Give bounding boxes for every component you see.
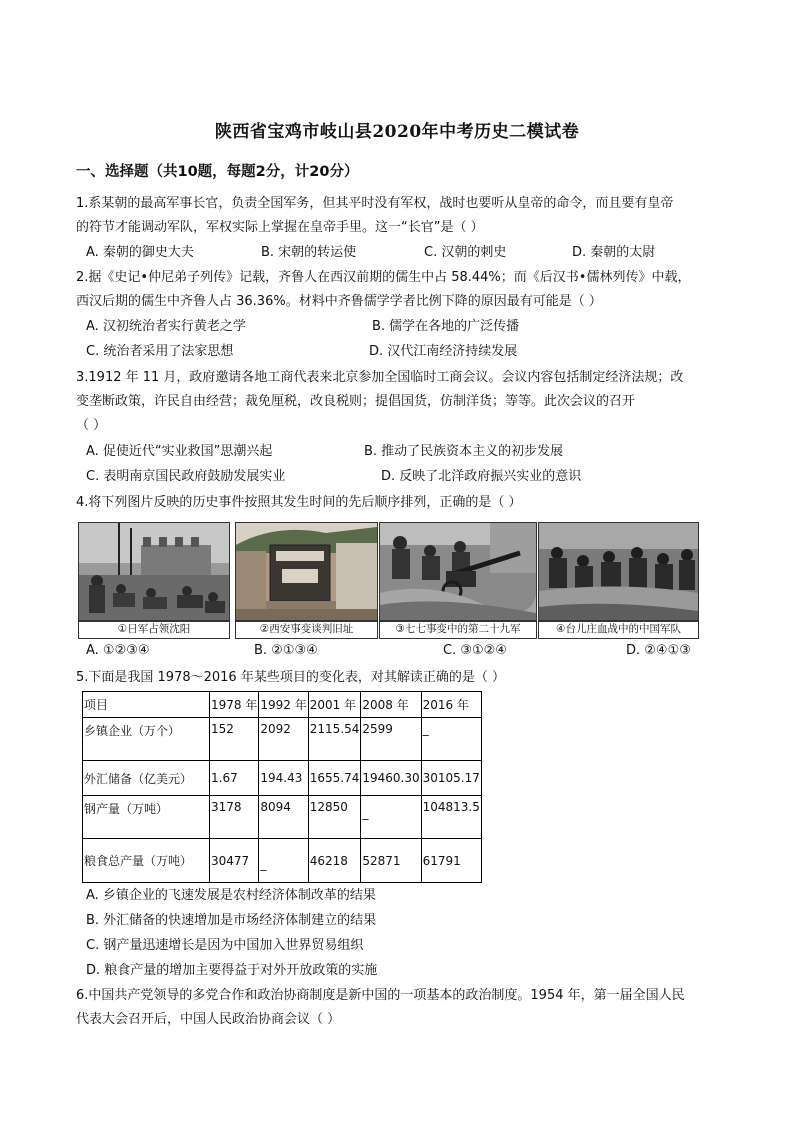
question-3-option-a[interactable]: A. 促使近代“实业救国”思潮兴起	[86, 444, 273, 459]
question-1-line-1: 1.系某朝的最高军事长官，负责全国军务，但其平时没有军权，战时也要听从皇帝的命令，而且要有皇帝	[76, 196, 674, 211]
photo-29th-army-marco-polo-bridge	[379, 522, 537, 621]
question-2-line-1: 2.据《史记•仲尼弟子列传》记载，齐鲁人在西汉前期的儒生中占 58.44%；而《后汉书•儒林列传》中载，	[76, 270, 691, 285]
table-cell: 1.67	[210, 761, 259, 796]
table-cell: 46218	[308, 839, 361, 883]
question-3-option-d[interactable]: D. 反映了北洋政府振兴实业的意识	[381, 469, 582, 484]
question-5-option-d[interactable]: D. 粮食产量的增加主要得益于对外开放政策的实施	[86, 963, 378, 978]
table-cell: 1655.74	[308, 761, 361, 796]
table-header-cell: 2016 年	[421, 692, 481, 718]
question-2-options-row-2	[86, 340, 726, 364]
question-2-option-b[interactable]: B. 儒学在各地的广泛传播	[372, 319, 520, 334]
question-2-option-c[interactable]: C. 统治者采用了法家思想	[86, 344, 234, 359]
table-cell: 30105.17	[421, 761, 481, 796]
question-3-option-b[interactable]: B. 推动了民族资本主义的初步发展	[364, 444, 564, 459]
question-1-line-2: 的符节才能调动军队，军权实际上掌握在皇帝手里。这一“长官”是（ ）	[76, 220, 484, 235]
photo-caption-4: ④台儿庄血战中的中国军队	[538, 621, 699, 639]
table-cell: 乡镇企业（万个）	[83, 718, 210, 761]
table-cell: 19460.30	[361, 761, 421, 796]
question-4-stem	[76, 491, 726, 515]
question-2-options-row-1	[86, 315, 726, 339]
table-cell: 52871	[361, 839, 421, 883]
exam-title: 陕西省宝鸡市岐山县2020年中考历史二模试卷	[214, 122, 580, 142]
table-cell: 钢产量（万吨）	[83, 796, 210, 839]
question-2-option-a[interactable]: A. 汉初统治者实行黄老之学	[86, 319, 246, 334]
table-cell: 104813.5	[421, 796, 481, 839]
table-header-cell: 项目	[83, 692, 210, 718]
table-header-cell: 1992 年	[259, 692, 308, 718]
photo-caption-1: ①日军占领沈阳	[78, 621, 230, 639]
question-3-line-2: 变垄断政策，许民自由经营；裁免厘税，改良税则；提倡国货，仿制洋货；等等。此次会议的召开	[76, 394, 636, 409]
table-cell: _	[421, 718, 481, 761]
table-row	[83, 796, 482, 839]
table-row	[83, 761, 482, 796]
question-5-stem	[76, 666, 726, 690]
question-1-option-c[interactable]: C. 汉朝的刺史	[424, 245, 507, 260]
data-table	[82, 691, 482, 883]
photo-caption-3: ③七七事变中的第二十九军	[379, 621, 537, 639]
table-cell: 2092	[259, 718, 308, 761]
question-5-option-b[interactable]: B. 外汇储备的快速增加是市场经济体制建立的结果	[86, 913, 377, 928]
table-header-cell: 2008 年	[361, 692, 421, 718]
question-1-option-a[interactable]: A. 秦朝的御史大夫	[86, 245, 194, 260]
question-5-line-1: 5.下面是我国 1978～2016 年某些项目的变化表，对其解读正确的是（ ）	[76, 670, 505, 685]
question-6-line-2: 代表大会召开后，中国人民政治协商会议（ ）	[76, 1012, 341, 1027]
question-1-stem	[76, 192, 726, 240]
photo-caption-2: ②西安事变谈判旧址	[235, 621, 378, 639]
table-row	[83, 839, 482, 883]
table-cell: 2115.54	[308, 718, 361, 761]
table-cell: 2599	[361, 718, 421, 761]
question-4-option-a[interactable]: A. ①②③④	[86, 643, 150, 658]
question-4-option-d[interactable]: D. ②④①③	[626, 643, 691, 658]
table-cell: _	[361, 796, 421, 839]
photo-xian-incident-site	[235, 522, 378, 621]
question-4-option-b[interactable]: B. ②①③④	[254, 643, 318, 658]
table-cell: 外汇储备（亿美元）	[83, 761, 210, 796]
question-3-line-3: （ ）	[76, 418, 107, 433]
table-cell: 12850	[308, 796, 361, 839]
table-row	[83, 718, 482, 761]
table-cell: 194.43	[259, 761, 308, 796]
question-3-option-c[interactable]: C. 表明南京国民政府鼓励发展实业	[86, 469, 286, 484]
table-cell: 152	[210, 718, 259, 761]
question-1-options	[86, 241, 726, 265]
question-2-stem	[76, 266, 726, 314]
question-5-option-c[interactable]: C. 钢产量迅速增长是因为中国加入世界贸易组织	[86, 938, 364, 953]
table-header-cell: 1978 年	[210, 692, 259, 718]
photo-japanese-army-shenyang	[78, 522, 230, 621]
photo-taierzhuang-battle	[538, 522, 699, 621]
table-header-row	[83, 692, 482, 718]
table-cell: 3178	[210, 796, 259, 839]
question-6-stem	[76, 984, 726, 1032]
question-4-image-row	[78, 522, 698, 640]
question-4-line-1: 4.将下列图片反映的历史事件按照其发生时间的先后顺序排列，正确的是（ ）	[76, 495, 522, 510]
question-1-option-b[interactable]: B. 宋朝的转运使	[261, 245, 357, 260]
question-2-line-2: 西汉后期的儒生中齐鲁人占 36.36%。材料中齐鲁儒学学者比例下降的原因最有可能是（ ）	[76, 294, 602, 309]
table-cell: 8094	[259, 796, 308, 839]
table-cell: _	[259, 839, 308, 883]
question-4-options	[86, 643, 726, 667]
question-2-option-d[interactable]: D. 汉代江南经济持续发展	[369, 344, 518, 359]
table-cell: 61791	[421, 839, 481, 883]
question-3-options-row-2	[86, 465, 726, 489]
question-6-line-1: 6.中国共产党领导的多党合作和政治协商制度是新中国的一项基本的政治制度。1954 年，第一届全国人民	[76, 988, 685, 1003]
table-header-cell: 2001 年	[308, 692, 361, 718]
question-1-option-d[interactable]: D. 秦朝的太尉	[572, 245, 656, 260]
table-cell: 粮食总产量（万吨）	[83, 839, 210, 883]
question-4-option-c[interactable]: C. ③①②④	[443, 643, 507, 658]
section-heading: 一、选择题（共10题，每题2分，计20分）	[76, 164, 359, 180]
question-5-option-a[interactable]: A. 乡镇企业的飞速发展是农村经济体制改革的结果	[86, 888, 376, 903]
question-3-options-row-1	[86, 440, 726, 464]
question-3-line-1: 3.1912 年 11 月，政府邀请各地工商代表来北京参加全国临时工商会议。会议内容包括制定经济法规；改	[76, 370, 684, 385]
table-cell: 30477	[210, 839, 259, 883]
question-3-stem	[76, 366, 726, 438]
